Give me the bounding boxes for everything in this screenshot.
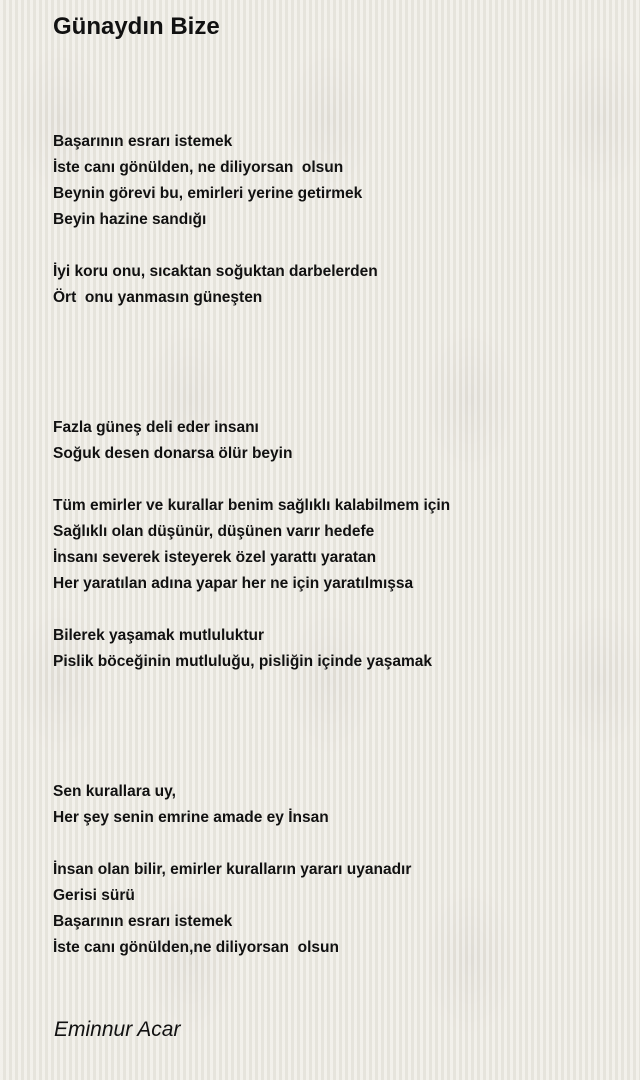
poem-line: İnsan olan bilir, emirler kuralların yararı uyanadır [53,861,412,878]
poem-line: Tüm emirler ve kurallar benim sağlıklı kalabilmem için [53,497,451,514]
poem-line: Gerisi sürü [53,887,135,904]
stanza [53,493,613,597]
poem-line: Soğuk desen donarsa ölür beyin [53,445,293,462]
author-signature: Eminnur Acar [54,1018,181,1041]
poem-line: Bilerek yaşamak mutluluktur [53,627,265,644]
poem-line: Beynin görevi bu, emirleri yerine getirmek [53,185,363,202]
poem-line: İste canı gönülden,ne diliyorsan olsun [53,939,339,956]
poem-line: Beyin hazine sandığı [53,211,207,228]
stanza [53,779,613,831]
poem-line: Fazla güneş deli eder insanı [53,419,259,436]
poem-line: Ört onu yanmasın güneşten [53,289,263,306]
poem-line: İnsanı severek isteyerek özel yarattı yaratan [53,549,377,566]
poem-line: Sen kurallara uy, [53,783,176,800]
poem-line: İste canı gönülden, ne diliyorsan olsun [53,159,344,176]
poem-line: Başarının esrarı istemek [53,913,233,930]
poem-line: Başarının esrarı istemek [53,133,233,150]
poem-line: İyi koru onu, sıcaktan soğuktan darbelerden [53,263,378,280]
poem-body [53,129,613,987]
poem-line: Her şey senin emrine amade ey İnsan [53,809,329,826]
poem-line: Her yaratılan adına yapar her ne için yaratılmışsa [53,575,414,592]
stanza [53,857,613,961]
poem-line: Pislik böceğinin mutluluğu, pisliğin içinde yaşamak [53,653,432,670]
stanza [53,129,613,233]
stanza [53,415,613,467]
stanza [53,623,613,675]
stanza [53,259,613,311]
poem-title: Günaydın Bize [53,13,220,40]
poem-line: Sağlıklı olan düşünür, düşünen varır hedefe [53,523,375,540]
